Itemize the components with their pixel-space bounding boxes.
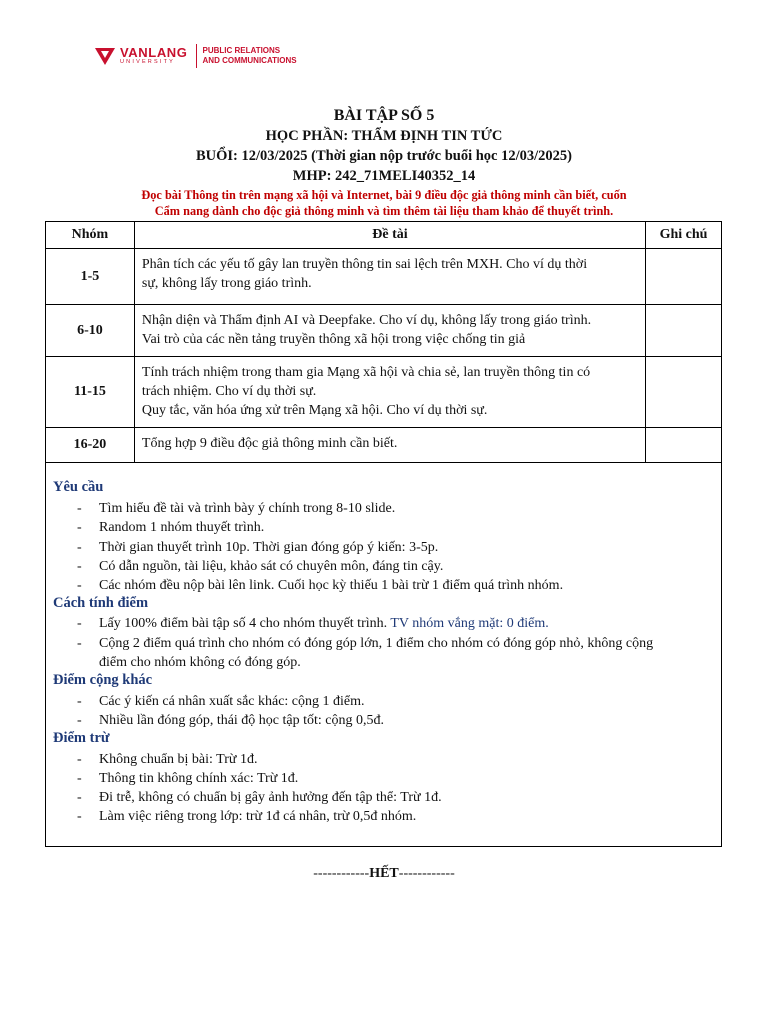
logo-divider xyxy=(196,44,197,68)
deduction-title: Điểm trừ xyxy=(53,730,110,746)
topic-line: trách nhiệm. Cho ví dụ thời sự. xyxy=(141,384,317,399)
table-header-row xyxy=(46,222,722,249)
bullet-dash: - xyxy=(77,694,82,709)
header-topic: Đề tài xyxy=(134,222,645,249)
bullet-dash: - xyxy=(77,752,82,767)
bullet-dash: - xyxy=(77,771,82,786)
bullet-dash: - xyxy=(77,559,82,574)
note-cell xyxy=(646,428,722,463)
requirements-title: Yêu cầu xyxy=(53,479,104,495)
list-item-text: Có dẫn nguồn, tài liệu, khảo sát có chuyên môn, đáng tin cậy. xyxy=(99,559,444,574)
topic-cell xyxy=(134,305,645,357)
course-name: HỌC PHẦN: THẨM ĐỊNH TIN TỨC xyxy=(265,128,503,144)
table-row xyxy=(46,428,722,463)
note-cell xyxy=(646,249,722,305)
bullet-dash: - xyxy=(77,578,82,593)
table-row xyxy=(46,249,722,305)
list-item-text: Đi trễ, không có chuẩn bị gây ảnh hưởng đến tập thể: Trừ 1đ. xyxy=(99,790,442,805)
requirements-box xyxy=(45,460,722,847)
topic-line: Tính trách nhiệm trong tham gia Mạng xã hội và chia sẻ, lan truyền thông tin có xyxy=(141,365,591,380)
group-cell: 1-5 xyxy=(46,249,135,305)
list-item-text: Thông tin không chính xác: Trừ 1đ. xyxy=(99,771,299,786)
university-logo xyxy=(94,43,297,69)
list-item-text: Random 1 nhóm thuyết trình. xyxy=(99,520,265,535)
bullet-dash: - xyxy=(77,501,82,516)
absent-member-note: TV nhóm vắng mặt: 0 điểm. xyxy=(390,616,549,631)
bullet-dash: - xyxy=(77,616,82,631)
topic-line: Phân tích các yếu tố gây lan truyền thông tin sai lệch trên MXH. Cho ví dụ thời xyxy=(141,257,588,272)
topic-line: Tổng hợp 9 điều độc giả thông minh cần biết. xyxy=(141,436,398,451)
group-cell: 16-20 xyxy=(46,428,135,463)
brand-wordmark xyxy=(120,46,188,66)
note-cell xyxy=(646,305,722,357)
instruction-line-1: Đọc bài Thông tin trên mạng xã hội và Internet, bài 9 điều độc giả thông minh cần biết, cuốn xyxy=(141,188,627,202)
topic-cell xyxy=(134,249,645,305)
vanlang-shield-icon xyxy=(94,45,116,67)
class-code: MHP: 242_71MELI40352_14 xyxy=(292,168,476,184)
list-item-text xyxy=(99,634,719,672)
table-row xyxy=(46,357,722,428)
list-item-text xyxy=(99,614,719,633)
scoring-line: điểm cho nhóm không có đóng góp. xyxy=(99,655,301,670)
list-item-text: Không chuẩn bị bài: Trừ 1đ. xyxy=(99,752,258,767)
topic-cell xyxy=(134,357,645,428)
end-dashes-right: ------------ xyxy=(398,866,455,881)
topic-line: Nhận diện và Thẩm định AI và Deepfake. Cho ví dụ, không lấy trong giáo trình. xyxy=(141,313,592,328)
group-cell: 6-10 xyxy=(46,305,135,357)
note-cell xyxy=(646,357,722,428)
bullet-dash: - xyxy=(77,520,82,535)
end-word: HẾT xyxy=(369,866,399,881)
list-item-text: Tìm hiểu đề tài và trình bày ý chính trong 8-10 slide. xyxy=(99,501,396,516)
bullet-dash: - xyxy=(77,809,82,824)
topic-line: Vai trò của các nền tảng truyền thông xã hội trong việc chống tin giả xyxy=(141,332,526,347)
bonus-title: Điểm cộng khác xyxy=(53,672,153,688)
scoring-title: Cách tính điểm xyxy=(53,595,149,611)
list-item-text: Làm việc riêng trong lớp: trừ 1đ cá nhân, trừ 0,5đ nhóm. xyxy=(99,809,417,824)
end-dashes-left: ------------ xyxy=(313,866,370,881)
header-group: Nhóm xyxy=(46,222,135,249)
end-marker xyxy=(0,866,768,882)
list-item-text: Các ý kiến cá nhân xuất sắc khác: cộng 1 điểm. xyxy=(99,694,365,709)
scoring-text: Lấy 100% điểm bài tập số 4 cho nhóm thuyết trình. xyxy=(99,616,388,631)
assignment-title: BÀI TẬP SỐ 5 xyxy=(333,107,435,124)
header-note: Ghi chú xyxy=(646,222,722,249)
topics-table xyxy=(45,221,722,463)
topic-line: Quy tắc, văn hóa ứng xử trên Mạng xã hội. Cho ví dụ thời sự. xyxy=(141,403,488,418)
bullet-dash: - xyxy=(77,636,82,651)
brand-name: VANLANG xyxy=(120,45,188,61)
department-line-2: AND COMMUNICATIONS xyxy=(202,56,297,65)
list-item-text: Thời gian thuyết trình 10p. Thời gian đóng góp ý kiến: 3-5p. xyxy=(99,540,439,555)
department-line-1: PUBLIC RELATIONS xyxy=(202,46,281,55)
reading-instruction xyxy=(0,187,768,219)
department-name xyxy=(203,46,297,66)
table-row xyxy=(46,305,722,357)
brand-sub: UNIVERSITY xyxy=(120,59,176,66)
group-cell: 11-15 xyxy=(46,357,135,428)
instruction-line-2: Cẩm nang dành cho độc giả thông minh và tìm thêm tài liệu tham khảo để thuyết trình. xyxy=(154,204,614,218)
topic-line: sự, không lấy trong giáo trình. xyxy=(141,276,312,291)
bullet-dash: - xyxy=(77,790,82,805)
scoring-line: Cộng 2 điểm quá trình cho nhóm có đóng góp lớn, 1 điểm cho nhóm có đóng góp nhỏ, không cộng xyxy=(99,636,654,651)
topic-cell xyxy=(134,428,645,463)
list-item-text: Các nhóm đều nộp bài lên link. Cuối học kỳ thiếu 1 bài trừ 1 điểm quá trình nhóm. xyxy=(99,578,564,593)
bullet-dash: - xyxy=(77,713,82,728)
list-item-text: Nhiều lần đóng góp, thái độ học tập tốt: cộng 0,5đ. xyxy=(99,713,385,728)
bullet-dash: - xyxy=(77,540,82,555)
session-date: BUỔI: 12/03/2025 (Thời gian nộp trước buổi học 12/03/2025) xyxy=(195,148,573,164)
